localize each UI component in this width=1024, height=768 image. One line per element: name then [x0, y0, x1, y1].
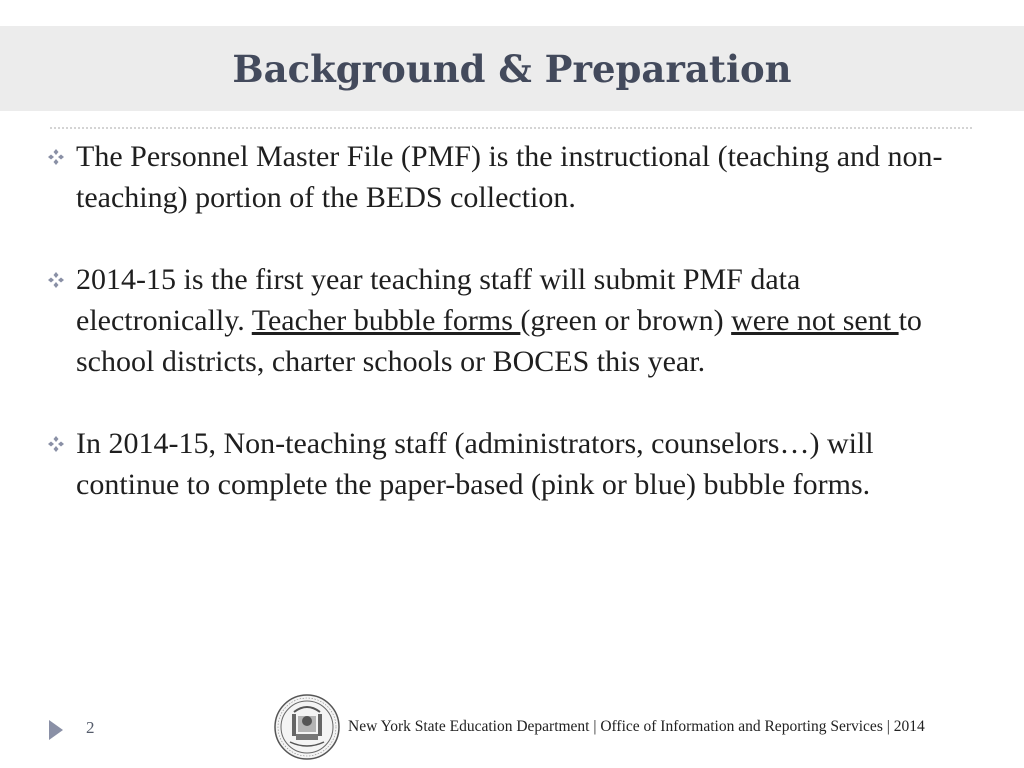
- play-arrow-icon: [48, 719, 64, 741]
- slide-content: [44, 136, 974, 546]
- page-number: 2: [86, 718, 95, 737]
- diamond-bullet-icon: [47, 271, 65, 289]
- bullet-text-2c: to school districts, charter schools or BOCES this year.: [76, 304, 922, 378]
- nysed-seal-icon: [274, 694, 340, 760]
- bullet-text-1: The Personnel Master File (PMF) is the instructional (teaching and non-teaching) portion of the BEDS collection.: [76, 140, 943, 214]
- slide-title: Background & Preparation: [232, 46, 792, 91]
- slide-footer: [0, 690, 1024, 760]
- bullet-item-2: [44, 259, 974, 382]
- footer-text: New York State Education Department | Office of Information and Reporting Services | 2014: [348, 718, 925, 735]
- diamond-bullet-icon: [47, 435, 65, 453]
- bullet-item-1: [44, 136, 974, 218]
- bullet-underline-teacher-forms: Teacher bubble forms: [251, 304, 521, 337]
- diamond-bullet-icon: [47, 148, 65, 166]
- bullet-item-3: [44, 423, 974, 505]
- bullet-underline-not-sent: were not sent: [731, 304, 899, 337]
- bullet-text-2a: 2014-15 is the first year teaching staff will submit PMF data electronically.: [76, 263, 801, 337]
- bullet-text-3: In 2014-15, Non-teaching staff (administrators, counselors…) will continue to complete the paper-based (pink or blue) bubble forms.: [76, 427, 874, 501]
- bullet-text-2b: (green or brown): [520, 304, 732, 337]
- title-divider: [50, 127, 972, 129]
- title-band: [0, 26, 1024, 111]
